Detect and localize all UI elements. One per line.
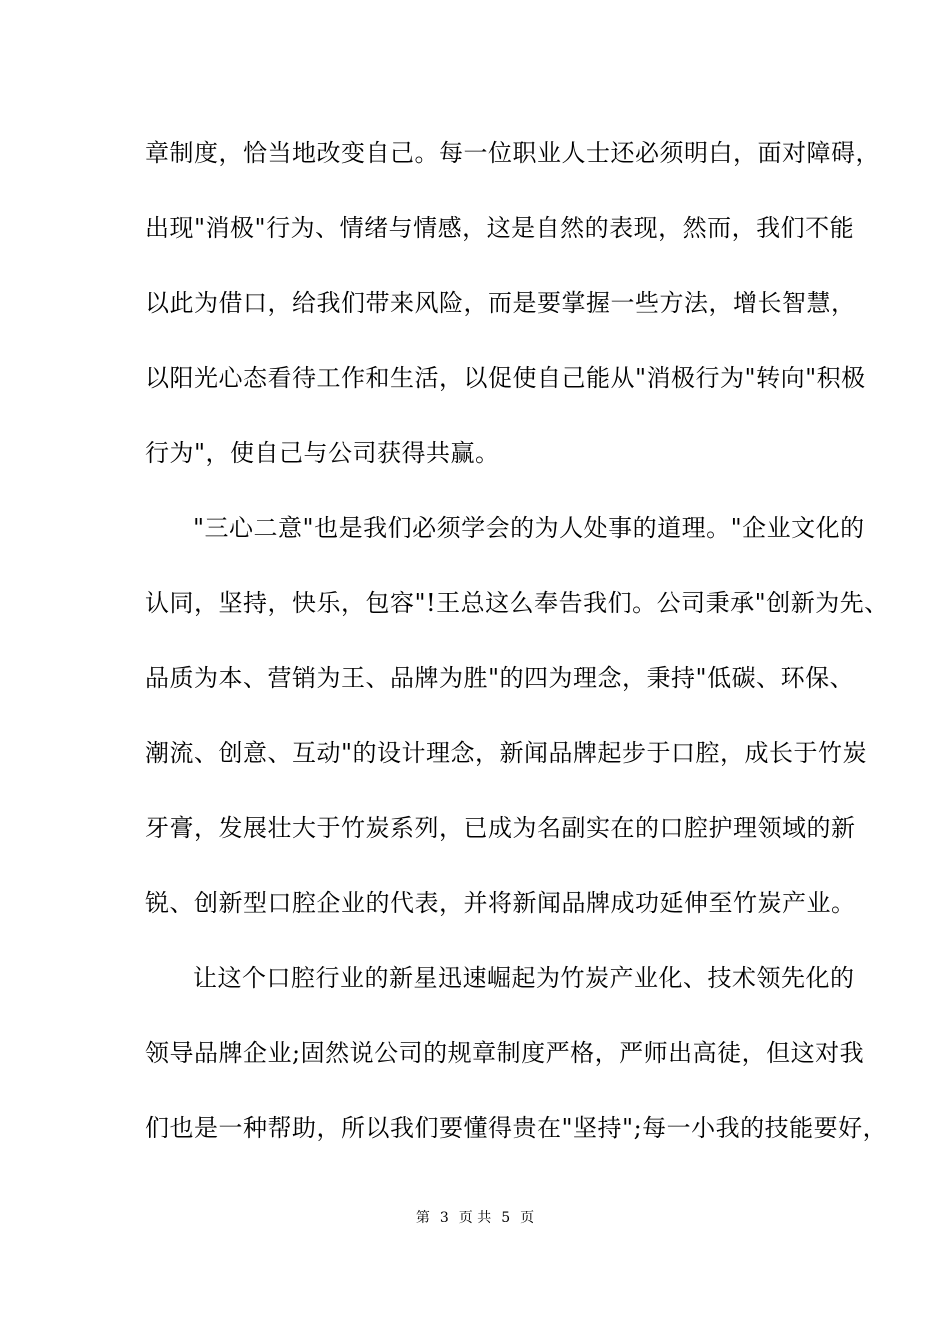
text-line: 行为"，使自己与公司获得共赢。	[145, 439, 500, 467]
text-line: 以阳光心态看待工作和生活，以促使自己能从"消极行为"转向"积极	[145, 364, 866, 392]
paragraph-first-line: 让这个口腔行业的新星迅速崛起为竹炭产业化、技术领先化的	[193, 964, 855, 992]
text-line: 潮流、创意、互动"的设计理念，新闻品牌起步于口腔，成长于竹炭	[145, 739, 868, 767]
current-page-number: 3	[439, 1210, 449, 1226]
text-line: 锐、创新型口腔企业的代表，并将新闻品牌成功延伸至竹炭产业。	[145, 889, 856, 917]
footer-suffix: 页	[520, 1210, 535, 1226]
footer-middle: 页 共	[458, 1210, 492, 1226]
total-pages-number: 5	[501, 1210, 511, 1226]
text-line: 章制度，恰当地改变自己。每一位职业人士还必须明白，面对障碍，	[145, 139, 880, 167]
footer-prefix: 第	[415, 1210, 430, 1226]
text-line: 以此为借口，给我们带来风险，而是要掌握一些方法，增长智慧，	[145, 289, 856, 317]
text-line: 牙膏，发展壮大于竹炭系列，已成为名副实在的口腔护理领域的新	[145, 814, 856, 842]
text-line: 领导品牌企业;固然说公司的规章制度严格，严师出高徒，但这对我	[145, 1039, 865, 1067]
text-line: 认同，坚持，快乐，包容"!王总这么奉告我们。公司秉承"创新为先、	[145, 589, 889, 617]
text-line: 出现"消极"行为、情绪与情感，这是自然的表现，然而，我们不能	[145, 214, 855, 242]
text-line: 们也是一种帮助，所以我们要懂得贵在"坚持";每一小我的技能要好，	[145, 1114, 888, 1142]
text-line: 品质为本、营销为王、品牌为胜"的四为理念，秉持"低碳、环保、	[145, 664, 855, 692]
page-footer	[0, 1209, 950, 1227]
paragraph-first-line: "三心二意"也是我们必须学会的为人处事的道理。"企业文化的	[193, 514, 865, 542]
